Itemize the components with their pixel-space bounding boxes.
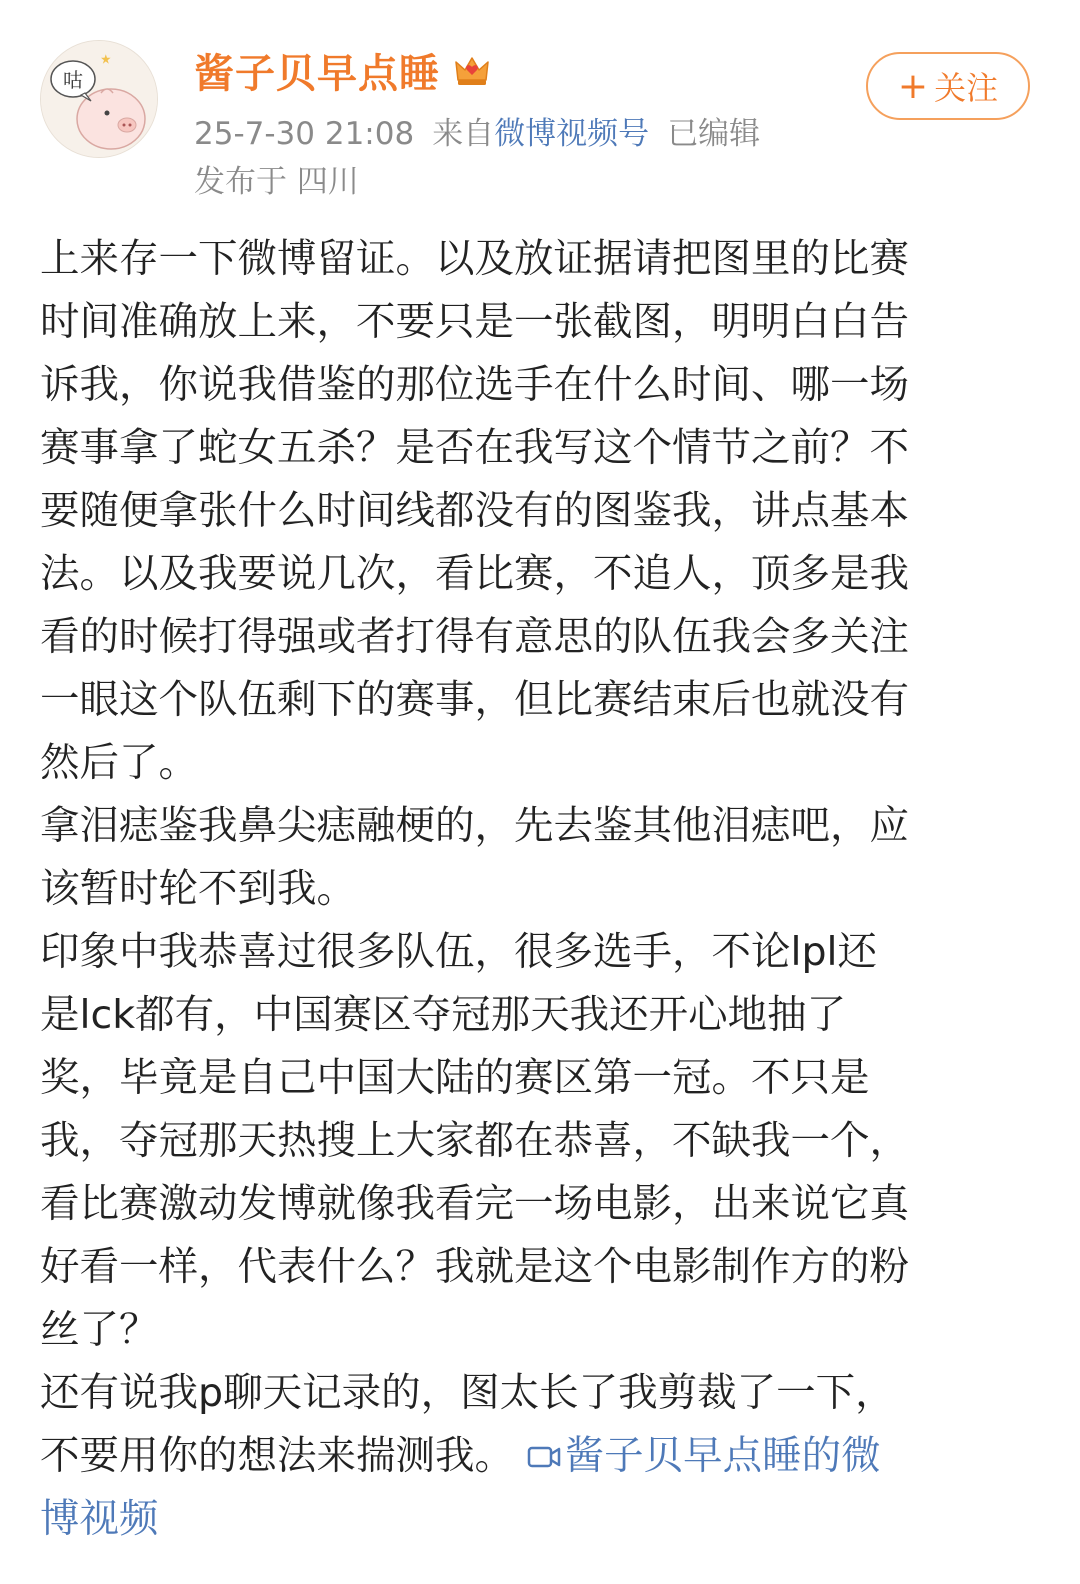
pig-avatar-illustration xyxy=(41,41,157,157)
follow-button[interactable] xyxy=(866,52,1030,120)
post-line: 奖，毕竟是自己中国大陆的赛区第一冠。不只是 xyxy=(40,1055,870,1101)
post-line: 时间准确放上来，不要只是一张截图，明明白白告 xyxy=(40,299,909,345)
post-line: 印象中我恭喜过很多队伍，很多选手，不论lpl还 xyxy=(40,929,878,975)
source-link[interactable]: 微博视频号 xyxy=(494,116,650,152)
video-link-continued[interactable] xyxy=(40,1488,1040,1551)
post-line: 一眼这个队伍剩下的赛事，但比赛结束后也就没有 xyxy=(40,677,909,723)
post-line: 我，夺冠那天热搜上大家都在恭喜，不缺我一个， xyxy=(40,1118,909,1164)
post-line: 要随便拿张什么时间线都没有的图鉴我，讲点基本 xyxy=(40,488,909,534)
username[interactable]: 酱子贝早点睡 xyxy=(194,50,440,97)
post-time: 25-7-30 21:08 xyxy=(194,116,415,152)
post-line-with-link xyxy=(40,1425,1040,1488)
edited-label[interactable]: 已编辑 xyxy=(667,116,761,152)
post-line: 是lck都有，中国赛区夺冠那天我还开心地抽了 xyxy=(40,992,847,1038)
svg-text:咕: 咕 xyxy=(63,68,83,92)
post-meta xyxy=(194,108,760,153)
post-header xyxy=(0,0,1080,210)
source-prefix: 来自 xyxy=(432,116,495,152)
video-icon xyxy=(527,1443,561,1471)
post-line: 诉我，你说我借鉴的那位选手在什么时间、哪一场 xyxy=(40,362,909,408)
post-line: 赛事拿了蛇女五杀？是否在我写这个情节之前？不 xyxy=(40,425,909,471)
username-row xyxy=(194,44,492,96)
post-line: 该暂时轮不到我。 xyxy=(40,866,356,912)
post-line: 拿泪痣鉴我鼻尖痣融梗的，先去鉴其他泪痣吧，应 xyxy=(40,803,909,849)
crown-icon xyxy=(452,50,492,90)
post-body xyxy=(40,228,1040,1551)
video-link-text: 酱子贝早点睡的微 xyxy=(564,1433,881,1479)
post-line: 看的时候打得强或者打得有意思的队伍我会多关注 xyxy=(40,614,909,660)
follow-label: 关注 xyxy=(934,69,999,107)
post-line: 不要用你的想法来揣测我。 xyxy=(40,1433,514,1479)
post-location: 发布于 四川 xyxy=(194,164,359,200)
video-link[interactable] xyxy=(527,1433,881,1479)
post-line: 丝了？ xyxy=(40,1307,159,1353)
video-link-text: 博视频 xyxy=(40,1496,159,1542)
post-line: 好看一样，代表什么？我就是这个电影制作方的粉 xyxy=(40,1244,909,1290)
post-line: 法。以及我要说几次，看比赛，不追人，顶多是我 xyxy=(40,551,909,597)
plus-icon: + xyxy=(897,65,929,107)
post-line: 上来存一下微博留证。以及放证据请把图里的比赛 xyxy=(40,236,909,282)
avatar[interactable] xyxy=(40,40,158,158)
post-line: 然后了。 xyxy=(40,740,198,786)
post-line: 看比赛激动发博就像我看完一场电影，出来说它真 xyxy=(40,1181,909,1227)
post-line: 还有说我p聊天记录的，图太长了我剪裁了一下， xyxy=(40,1370,895,1416)
